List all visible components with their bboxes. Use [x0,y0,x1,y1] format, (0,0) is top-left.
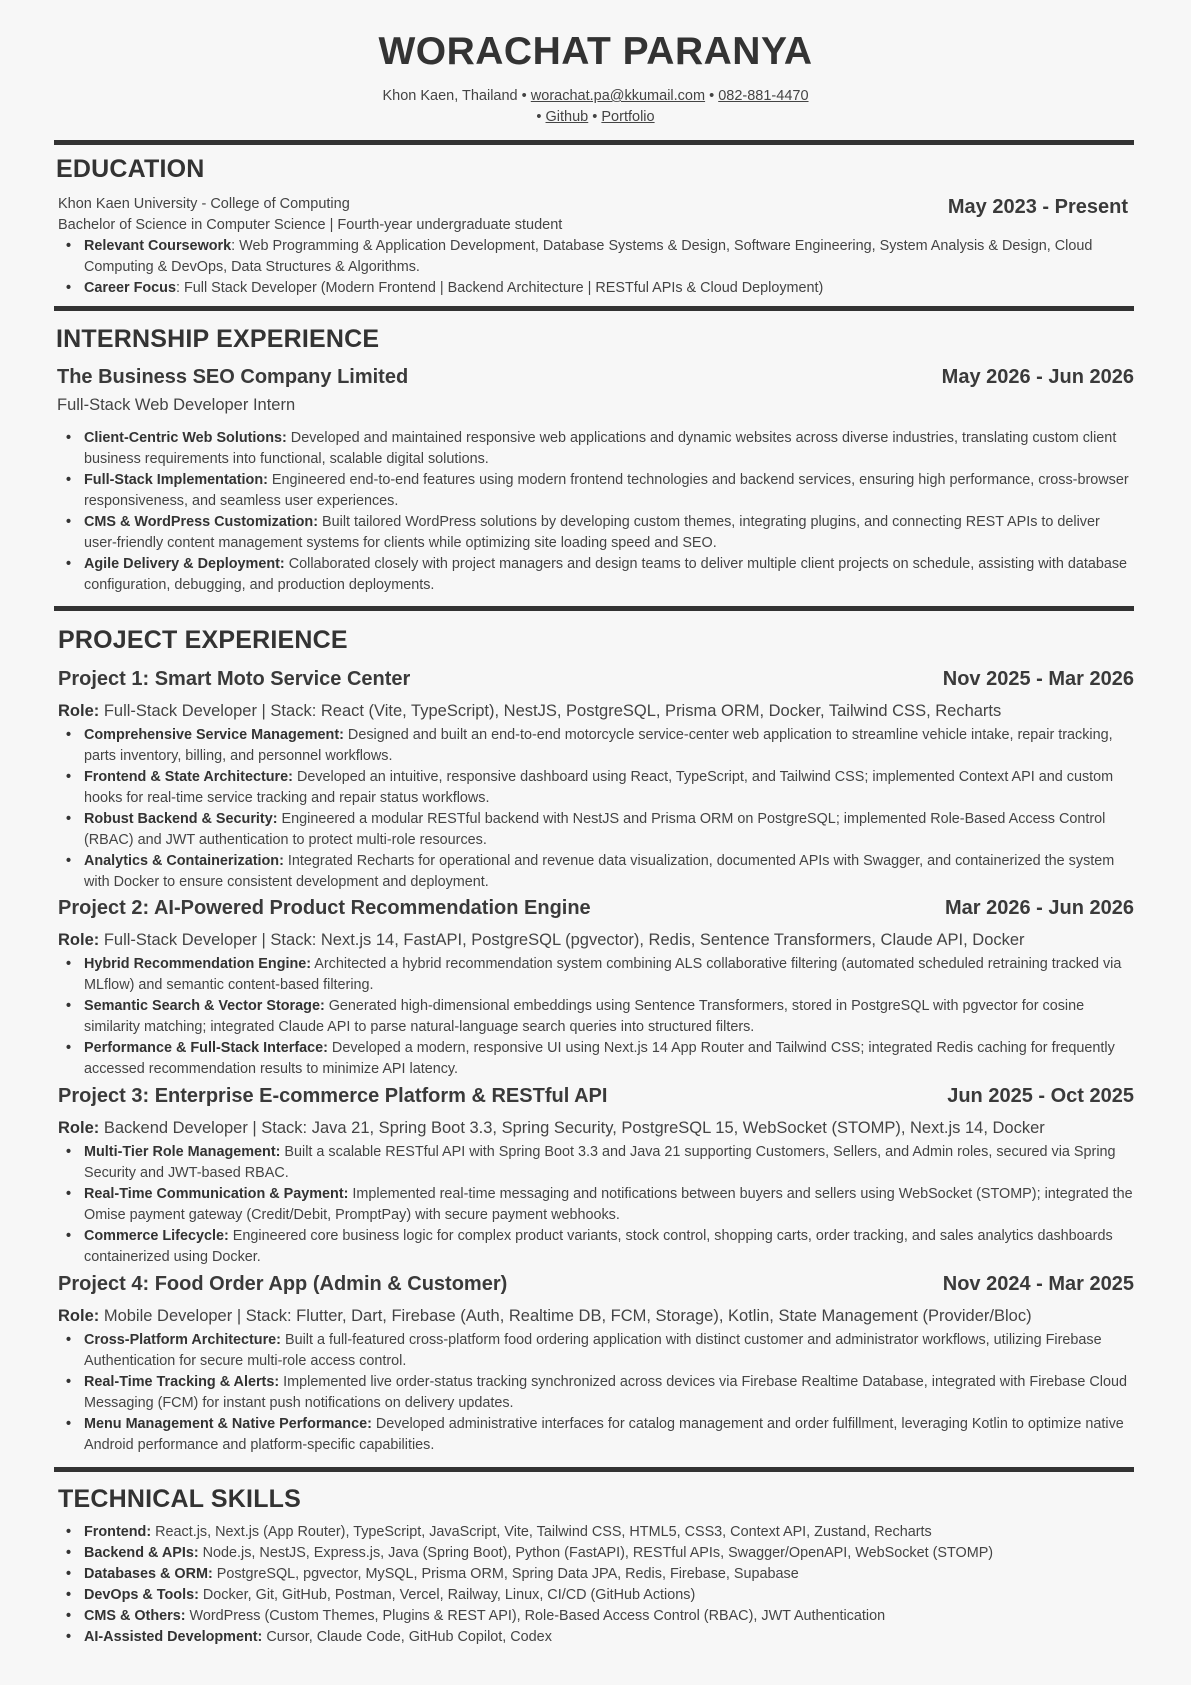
list-item: • Databases & ORM: PostgreSQL, pgvector, MySQL, Prisma ORM, Spring Data JPA, Redis, Firebase, Supabase [84,1564,1134,1585]
separator: • [536,109,542,125]
project-bullets [84,1330,1134,1456]
list-item: • Client-Centric Web Solutions: Developed and maintained responsive web applications and dynamic websites across diverse industries, translating custom client business requirements into functional, scalable digital solutions. [84,428,1134,470]
project-title: Project 4: Food Order App (Admin & Customer) [58,1273,508,1295]
email-link[interactable]: worachat.pa@kkumail.com [530,88,706,104]
internship-dates: May 2026 - Jun 2026 [941,366,1134,388]
list-item: • DevOps & Tools: Docker, Git, GitHub, Postman, Vercel, Railway, Linux, CI/CD (GitHub Actions) [84,1585,1134,1606]
portfolio-link[interactable]: Portfolio [601,109,655,125]
education-school: Khon Kaen University - College of Computing [58,196,350,212]
project-title: Project 3: Enterprise E-commerce Platform & RESTful API [58,1085,608,1107]
list-item: • Multi-Tier Role Management: Built a scalable RESTful API with Spring Boot 3.3 and Java 21 supporting Customers, Sellers, and Admin roles, secured via Spring Security and JWT-based RBAC. [84,1142,1134,1184]
location: Khon Kaen, Thailand [382,88,518,104]
list-item: • Agile Delivery & Deployment: Collaborated closely with project managers and design teams to deliver multiple client projects on schedule, assisting with database configuration, debugging, and production deployments. [84,554,1134,596]
project-dates: Mar 2026 - Jun 2026 [945,897,1134,919]
internship-title: Full-Stack Web Developer Intern [57,396,296,414]
projects-heading: PROJECT EXPERIENCE [58,626,348,654]
section-divider [54,140,1134,145]
list-item: • Full-Stack Implementation: Engineered end-to-end features using modern frontend technologies and backend services, ensuring high performance, cross-browser responsiveness, and seamless user experiences. [84,470,1134,512]
project-bullets [84,1142,1134,1268]
list-item: • Commerce Lifecycle: Engineered core business logic for complex product variants, stock control, shopping carts, order tracking, and sales analytics dashboards containerized using Docker. [84,1226,1134,1268]
list-item: • Robust Backend & Security: Engineered a modular RESTful backend with NestJS and Prisma ORM on PostgreSQL; implemented Role-Based Access Control (RBAC) and JWT authentication to protect multi-role resources. [84,809,1134,851]
project-dates: Jun 2025 - Oct 2025 [947,1085,1134,1107]
education-dates: May 2023 - Present [947,196,1128,218]
education-heading: EDUCATION [56,155,205,183]
separator: • [592,109,598,125]
internship-bullets [84,428,1134,596]
github-link[interactable]: Github [545,109,589,125]
project-role: Role: Full-Stack Developer | Stack: React (Vite, TypeScript), NestJS, PostgreSQL, Prisma ORM, Docker, Tailwind CSS, Recharts [58,702,1002,720]
project-dates: Nov 2025 - Mar 2026 [942,668,1134,690]
list-item: • Backend & APIs: Node.js, NestJS, Express.js, Java (Spring Boot), Python (FastAPI), RESTful APIs, Swagger/OpenAPI, WebSocket (STOMP) [84,1543,1134,1564]
list-item: • Semantic Search & Vector Storage: Generated high-dimensional embeddings using Sentence Transformers, stored in PostgreSQL with pgvector for cosine similarity matching; integrated Claude API to parse natural-language search queries into structured filters. [84,996,1134,1038]
list-item: • Menu Management & Native Performance: Developed administrative interfaces for catalog management and order fulfillment, leveraging Kotlin to optimize native Android performance and platform-specific capabilities. [84,1414,1134,1456]
project-title: Project 2: AI-Powered Product Recommendation Engine [58,897,591,919]
list-item: • Cross-Platform Architecture: Built a full-featured cross-platform food ordering application with distinct customer and administrator workflows, utilizing Firebase Authentication for secure multi-role access control. [84,1330,1134,1372]
project-role: Role: Backend Developer | Stack: Java 21, Spring Boot 3.3, Spring Security, PostgreSQL 15, WebSocket (STOMP), Next.js 14, Docker [58,1119,1045,1137]
project-title: Project 1: Smart Moto Service Center [58,668,411,690]
contact-line-1 [0,88,1191,104]
contact-line-2 [0,109,1191,125]
list-item: • Relevant Coursework: Web Programming & Application Development, Database Systems & Design, Software Engineering, System Analysis & Design, Cloud Computing & DevOps, Data Structures & Algorithms. [84,236,1134,278]
internship-heading: INTERNSHIP EXPERIENCE [56,325,380,353]
list-item: • Career Focus: Full Stack Developer (Modern Frontend | Backend Architecture | RESTful APIs & Cloud Deployment) [84,278,1134,299]
project-role: Role: Full-Stack Developer | Stack: Next.js 14, FastAPI, PostgreSQL (pgvector), Redis, Sentence Transformers, Claude API, Docker [58,931,1025,949]
list-item: • Analytics & Containerization: Integrated Recharts for operational and revenue data visualization, documented APIs with Swagger, and containerized the system with Docker to ensure consistent development and deployment. [84,851,1134,893]
list-item: • Frontend & State Architecture: Developed an intuitive, responsive dashboard using React, TypeScript, and Tailwind CSS; implemented Context API and custom hooks for real-time service tracking and repair status workflows. [84,767,1134,809]
skills-bullets [84,1522,1134,1648]
section-divider [54,1467,1134,1472]
list-item: • CMS & Others: WordPress (Custom Themes, Plugins & REST API), Role-Based Access Control (RBAC), JWT Authentication [84,1606,1134,1627]
section-divider [54,606,1134,611]
list-item: • Performance & Full-Stack Interface: Developed a modern, responsive UI using Next.js 14 App Router and Tailwind CSS; integrated Redis caching for frequently accessed recommendation results to minimize API latency. [84,1038,1134,1080]
education-degree: Bachelor of Science in Computer Science | Fourth-year undergraduate student [58,217,563,233]
list-item: • AI-Assisted Development: Cursor, Claude Code, GitHub Copilot, Codex [84,1627,1134,1648]
list-item: • Hybrid Recommendation Engine: Architected a hybrid recommendation system combining ALS collaborative filtering (automated scheduled retraining tracked via MLflow) and semantic content-based filtering. [84,954,1134,996]
project-bullets [84,954,1134,1080]
education-bullets [84,236,1134,299]
list-item: • Frontend: React.js, Next.js (App Router), TypeScript, JavaScript, Vite, Tailwind CSS, HTML5, CSS3, Context API, Zustand, Recharts [84,1522,1134,1543]
list-item: • Real-Time Tracking & Alerts: Implemented live order-status tracking synchronized across devices via Firebase Realtime Database, integrated with Firebase Cloud Messaging (FCM) for instant push notifications on delivery updates. [84,1372,1134,1414]
separator: • [521,88,527,104]
project-dates: Nov 2024 - Mar 2025 [942,1273,1134,1295]
candidate-name: WORACHAT PARANYA [378,30,813,73]
phone-link[interactable]: 082-881-4470 [718,88,809,104]
list-item: • Comprehensive Service Management: Designed and built an end-to-end motorcycle service-center web application to streamline vehicle intake, repair tracking, parts inventory, billing, and personnel workflows. [84,725,1134,767]
project-role: Role: Mobile Developer | Stack: Flutter, Dart, Firebase (Auth, Realtime DB, FCM, Storage), Kotlin, State Management (Provider/Bloc) [58,1307,1032,1325]
list-item: • Real-Time Communication & Payment: Implemented real-time messaging and notifications between buyers and sellers using WebSocket (STOMP); integrated the Omise payment gateway (Credit/Debit, PromptPay) with secure payment webhooks. [84,1184,1134,1226]
internship-company: The Business SEO Company Limited [57,366,409,388]
project-bullets [84,725,1134,893]
list-item: • CMS & WordPress Customization: Built tailored WordPress solutions by developing custom themes, integrating plugins, and connecting REST APIs to deliver user-friendly content management systems for clients while optimizing site loading speed and SEO. [84,512,1134,554]
skills-heading: TECHNICAL SKILLS [58,1485,302,1513]
section-divider [54,306,1134,311]
separator: • [709,88,715,104]
